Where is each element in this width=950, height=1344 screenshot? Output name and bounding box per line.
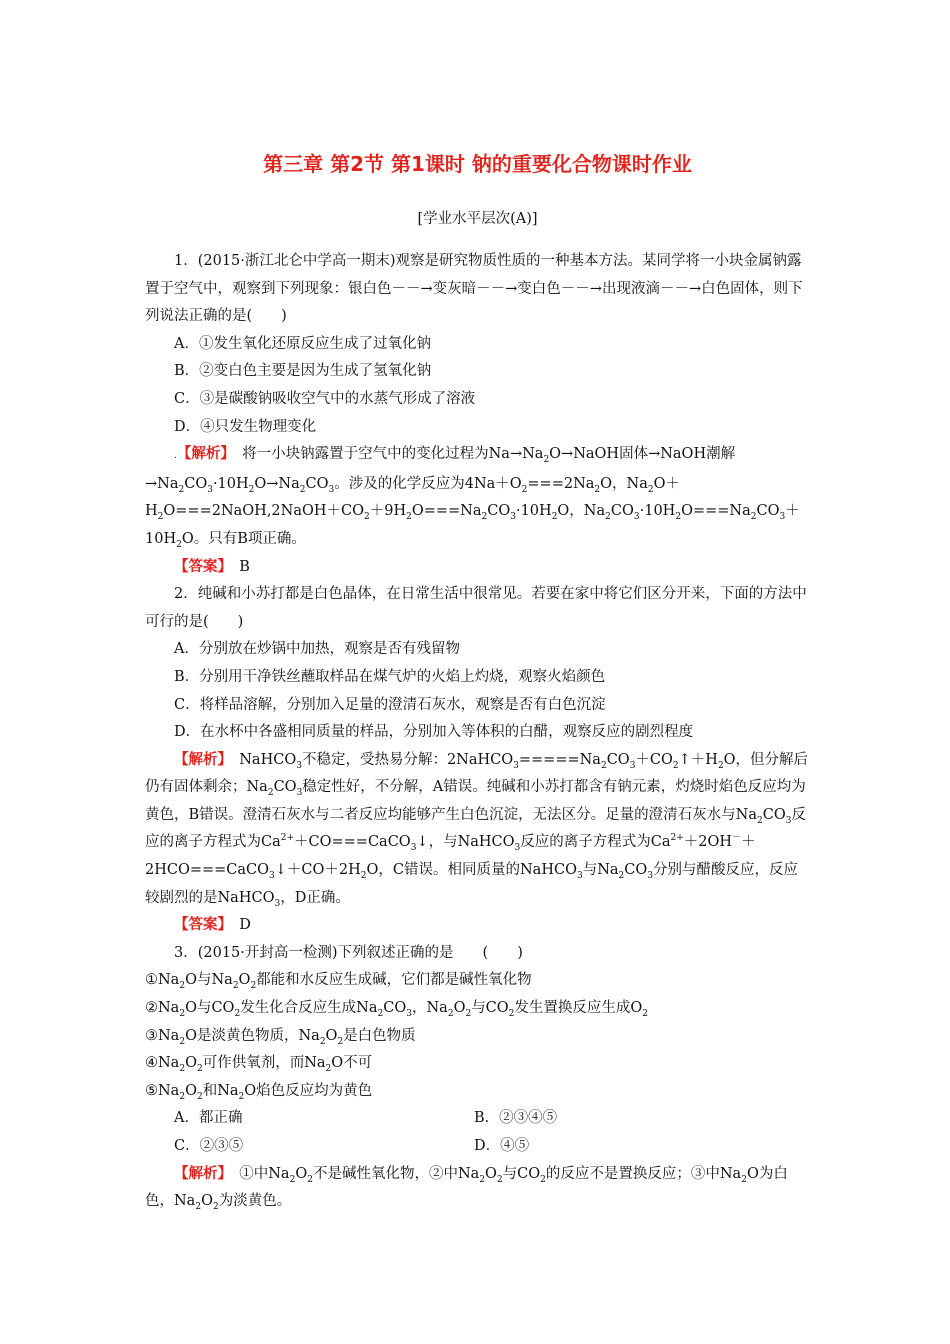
document-page <box>145 140 810 1216</box>
q1-option-d: D．④只发生物理变化 <box>174 418 317 435</box>
q3-statement-3: $③Na_2O$是淡黄色物质，$Na_2O_2$是白色物质 <box>145 1027 416 1047</box>
answer-tag: 【答案】 <box>174 917 225 934</box>
q1-option-b: B．②变白色主要是因为生成了氢氧化钠 <box>174 363 432 380</box>
q2-option-b: B．分别用干净铁丝蘸取样品在煤气炉的火焰上灼烧，观察火焰颜色 <box>174 668 606 685</box>
q2-stem: 2．纯碱和小苏打都是白色晶体，在日常生活中很常见。若要在家中将它们区分开来，下面的方法中可行的是( ) <box>145 586 807 630</box>
q3-statement-1: $①Na_2O$与$Na_2O_2$都能和水反应生成碱，它们都是碱性氧化物 <box>145 972 532 992</box>
q1-option-c: C．③是碳酸钠吸收空气中的水蒸气形成了溶液 <box>174 390 476 407</box>
q1-analysis: .【解析】 将一小块钠露置于空气中的变化过程为$Na\to Na_2O\to NaOH$固体→NaOH潮解$\to Na_2CO_3\cdot 10H_2O\to Na_2CO_3$。涉及的化学反应为$4Na+O_2===2Na_2O$，$Na_2O+H_2O===2NaOH,2NaOH+CO_2+9H_2O===Na_2CO_3\cdot 10H_2O$，$Na_2CO_3\cdot 10H_2O===Na_2CO_3+10H_2O$。只有B项正确。 <box>145 446 800 550</box>
analysis-tag: 【解析】 <box>176 446 228 463</box>
q1-answer-value: B <box>239 558 250 575</box>
q1-answer <box>145 554 810 582</box>
q3-analysis: 【解析】 ①中$Na_2O_2$不是碱性氧化物，②中$Na_2O_2$与$CO_2$的反应不是置换反应；③中$Na_2O$为白色，$Na_2O_2$为淡黄色。 <box>145 1165 788 1213</box>
q1-option-a: A．①发生氧化还原反应生成了过氧化钠 <box>174 335 431 352</box>
q3-option-d: D．④⑤ <box>474 1138 530 1154</box>
q3-option-b: B．②③④⑤ <box>474 1110 558 1127</box>
answer-tag: 【答案】 <box>174 558 225 575</box>
q2-answer <box>145 912 810 940</box>
q1-stem: 1．(2015·浙江北仑中学高一期末)观察是研究物质性质的一种基本方法。某同学将一小块金属钠露置于空气中，观察到下列现象：银白色－－→变灰暗－－→变白色－－→出现液滴－－→白色固体，则下列说法正确的是( ) <box>145 253 803 325</box>
analysis-tag: 【解析】 <box>174 751 225 768</box>
q2-analysis: 【解析】 NaHCO$_3$不稳定，受热易分解：$2NaHCO_3=====Na_2CO_3+CO_2↑+H_2O$，但分解后仍有固体剩余；$Na_2CO_3$稳定性好，不分解，A错误。纯碱和小苏打都含有钠元素，灼烧时焰色反应均为黄色，B错误。澄清石灰水与二者反应均能够产生白色沉淀，无法区分。足量的澄清石灰水与$Na_2CO_3$反应的离子方程式为$Ca^{2+}+CO===CaCO_3↓$，与NaHCO$_3$反应的离子方程式为$Ca^{2+}+2OH^-+2HCO===CaCO_3↓+CO+2H_2O$，C错误。相同质量的NaHCO$_3$与$Na_2CO_3$分别与醋酸反应，反应较剧烈的是NaHCO$_3$，D正确。 <box>145 751 809 909</box>
q3-statement-5: $⑤Na_2O_2$和$Na_2O$焰色反应均为黄色 <box>145 1082 373 1102</box>
q3-options-row-1 <box>145 1105 810 1133</box>
page-title: 第三章 第2节 第1课时 钠的重要化合物课时作业 <box>263 152 692 176</box>
q3-statement-4: $④Na_2O_2$可作供氧剂，而$Na_2O$不可 <box>145 1055 373 1075</box>
q3-options-row-2 <box>145 1133 810 1161</box>
content <box>145 248 810 1216</box>
q2-option-d: D．在水杯中各盛相同质量的样品，分别加入等体积的白醋，观察反应的剧烈程度 <box>174 724 694 741</box>
q3-option-c: C．②③⑤ <box>174 1138 244 1154</box>
q3-option-a: A．都正确 <box>174 1110 243 1127</box>
q3-statement-2: $②Na_2O$与$CO_2$发生化合反应生成$Na_2CO_3$，$Na_2O_2$与$CO_2$发生置换反应生成$O_2$ <box>145 1000 649 1019</box>
q2-option-c: C．将样品溶解，分别加入足量的澄清石灰水，观察是否有白色沉淀 <box>174 696 606 713</box>
q2-answer-value: D <box>239 917 251 934</box>
level-heading: [学业水平层次(A)] <box>417 211 538 227</box>
analysis-tag: 【解析】 <box>174 1165 225 1182</box>
q3-stem: 3．(2015·开封高一检测)下列叙述正确的是 ( ) <box>174 944 523 961</box>
q2-option-a: A．分别放在炒锅中加热，观察是否有残留物 <box>174 641 460 658</box>
